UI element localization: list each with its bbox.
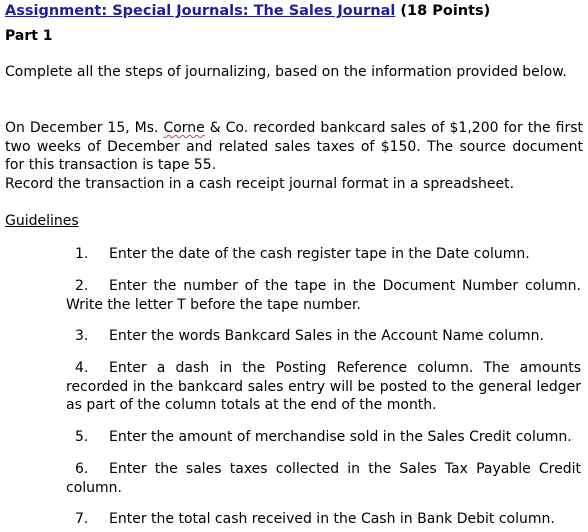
step-text: Enter the words Bankcard Sales in the Account Name column.: [109, 328, 544, 344]
misspelled-name[interactable]: Corne: [163, 120, 205, 136]
guideline-step-3: [75, 327, 588, 346]
step-text: Enter the total cash received in the Cash in Bank Debit column.: [109, 511, 555, 527]
scenario-text-after: & Co. recorded bankcard sales of $1,200 for the first two weeks of December and related sales taxes of $150. The source document for this transaction is tape 55.: [5, 120, 583, 173]
step-text: Enter the amount of merchandise sold in the Sales Credit column.: [109, 429, 572, 445]
step-number: 5.: [75, 429, 89, 445]
scenario-text-before: On December 15, Ms.: [5, 120, 164, 136]
step-text: Enter the number of the tape in the Document Number column. Write the letter T before the tape number.: [66, 278, 581, 313]
part-heading: Part 1: [5, 28, 53, 44]
guideline-step-4: [66, 359, 581, 415]
step-number: 1.: [75, 246, 89, 262]
guideline-step-5: [75, 428, 588, 447]
assignment-title-link[interactable]: Assignment: Special Journals: The Sales Journal: [5, 3, 396, 19]
guideline-step-7: [75, 510, 588, 529]
step-text: Enter a dash in the Posting Reference column. The amounts recorded in the bankcard sales entry will be posted to the general ledger as part of the column totals at the end of the month.: [66, 360, 581, 413]
step-number: 2.: [75, 278, 89, 294]
step-text: Enter the date of the cash register tape in the Date column.: [109, 246, 530, 262]
step-number: 4.: [75, 360, 89, 376]
step-text: Enter the sales taxes collected in the Sales Tax Payable Credit column.: [66, 461, 581, 496]
step-number: 7.: [75, 511, 89, 527]
step-number: 3.: [75, 328, 89, 344]
guideline-step-2: [66, 277, 581, 314]
intro-paragraph: Complete all the steps of journalizing, based on the information provided below.: [5, 64, 567, 80]
step-number: 6.: [75, 461, 89, 477]
scenario-paragraph: [5, 119, 583, 175]
record-instruction: Record the transaction in a cash receipt journal format in a spreadsheet.: [5, 176, 515, 192]
guideline-step-6: [66, 460, 581, 497]
guidelines-heading: Guidelines: [5, 213, 79, 229]
guideline-step-1: [75, 245, 588, 264]
assignment-points: (18 Points): [395, 3, 491, 19]
assignment-title: [5, 1, 490, 21]
